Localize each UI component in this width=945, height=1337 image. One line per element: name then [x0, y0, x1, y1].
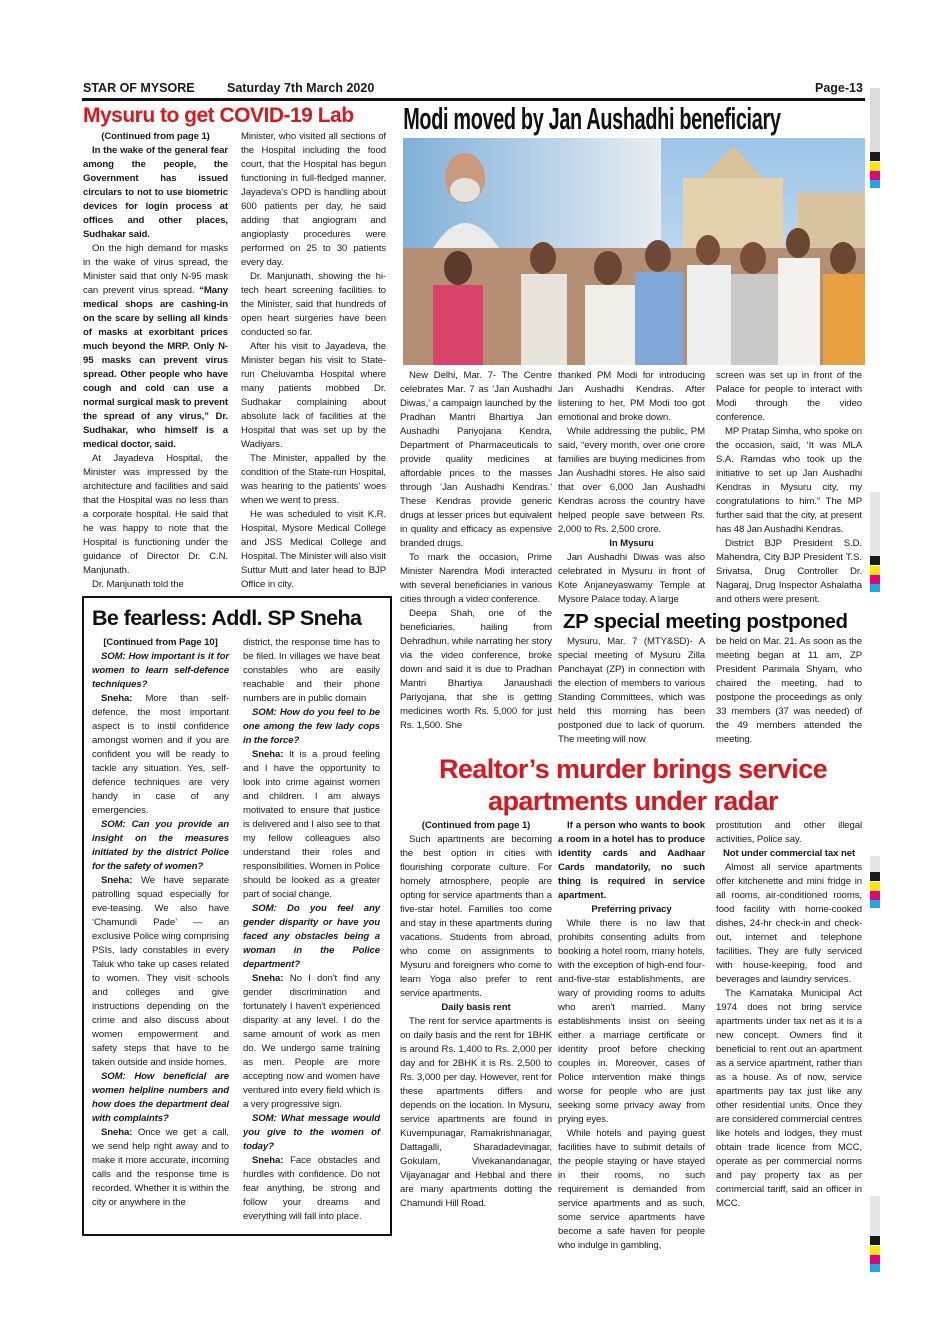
realtor-columns: [400, 819, 865, 1253]
paragraph: [92, 692, 229, 818]
issue-date: Saturday 7th March 2020: [227, 81, 375, 95]
reg-bar: [870, 856, 880, 872]
reg-bar: [870, 900, 880, 908]
article-column: [83, 130, 228, 592]
reg-bar: [870, 882, 880, 891]
reg-bar: [870, 575, 880, 584]
paragraph: At Jayadeva Hospital, the Minister was impressed by the architecture and facilities and said that the Hospital was no less than a corporate hospital. He said that he was happy to note that the Hospital is functioning under the guidance of Director Dr. C.N. Manjunath.: [83, 453, 228, 576]
reg-bar: [870, 1264, 880, 1272]
paragraph: [92, 1126, 229, 1210]
lead-in: Sneha:: [101, 693, 146, 704]
reg-bar: [870, 566, 880, 575]
headline-covid-lab: Mysuru to get COVID-19 Lab: [83, 104, 354, 127]
paragraph-text: No I don't find any gender discrimination and fortunately I haven't experienced disparity at any level. I do the same amount of work as men do. We undergo same training as men. People are more accepting now and women have ventured into every field which is a very progressive sign.: [243, 973, 380, 1110]
interview-question: SOM: Can you provide an insight on the measures initiated by the district Police for the safety of women?: [92, 819, 229, 872]
interview-question: SOM: How do you feel to be one among the few lady cops in the force?: [243, 707, 380, 746]
article-column: [558, 635, 705, 747]
modi-zp-right: [558, 369, 862, 747]
reg-bar: [870, 171, 880, 180]
reg-bar: [870, 1246, 880, 1255]
article-column: [400, 819, 552, 1211]
paragraph: MP Pratap Simha, who spoke on the occasion, said, ‘It was MLA S.A. Ramdas who took up the initiative to set up Jan Aushadhi Kendras in Mysuru city, my congratulations to him.” The MP further said that the city, at present has 48 Jan Aushadhi Kendras.: [716, 426, 862, 535]
subheading: Daily basis rent: [441, 1002, 511, 1013]
left-stack: [82, 103, 392, 1236]
article-column: [716, 369, 862, 607]
paragraph: New Delhi, Mar. 7- The Centre celebrates Mar. 7 as ‘Jan Aushadhi Diwas,’ a campaign launched by the Pradhan Mantri Bhartiya Jan Aushadhi Pariyojana Kendra, Department of Pharmaceuticals to provide quality medicines at affordable prices to the masses through ‘Jan Aushadhi Kendras.’ These Kendras provide generic drugs at lesser prices but equivalent in quality and efficacy as expensive branded drugs.: [400, 370, 552, 549]
reg-bar: [870, 162, 880, 171]
paragraph: (Continued from page 1): [421, 820, 531, 831]
headline-sneha: Be fearless: Addl. SP Sneha: [92, 606, 362, 630]
paragraph: Minister, who visited all sections of the Hospital including the food court, that the Hospital has begun functioning in full-fledged manner. Jayadeva's OPD is handling about 600 patients per day, he said adding that angiogram and angioplasty procedures were performed on 25 to 30 patients every day.: [241, 131, 386, 268]
paragraph: [83, 242, 228, 452]
news-photo: [403, 138, 865, 365]
zp-columns: [558, 635, 862, 747]
paragraph: The Minister, appalled by the condition of the State-run Hospital, was hearing to the patients' woes when we went to press.: [241, 453, 386, 506]
lead-in: Sneha:: [252, 1155, 291, 1166]
reg-bar: [870, 88, 880, 152]
reg-bar: [870, 872, 880, 881]
paragraph-text: On the high demand for masks in the wake of virus spread, the Minister said that only N-95 mask can prevent virus spread.: [83, 243, 228, 296]
paragraph: Jan Aushadhi Diwas was also celebrated in Mysuru in front of Kote Anjaneyaswamy Temple at Mysore Palace today. A large: [558, 552, 705, 605]
lead-in: “Many medical shops are cashing-in on the scare by selling all kinds of masks at exorbitant prices much beyond the MRP. Only N-95 masks can prevent virus spread. Other people who have cough and cold can use a normal surgical mask to prevent the spread of any virus,” Dr. Sudhakar, who himself is a medical doctor, said.: [83, 285, 228, 450]
right-stack: [400, 101, 865, 1253]
paragraph-text: Once we get a call, we send help right away and to make it more accurate, incoming calls and the response time is recorded. Whether it is within the city or anywhere in the: [92, 1127, 229, 1208]
paragraph-text: Face obstacles and hurdles with confidence. Do not fear anything, be strong and follow your dreams and everything will fall into place.: [243, 1155, 380, 1222]
newspaper-name: STAR OF MYSORE: [83, 81, 195, 95]
article-column: [558, 819, 705, 1253]
paragraph: The rent for service apartments is on daily basis and the rent for 1BHK is around Rs. 1,400 to Rs. 2,000 per day and for 2BHK it is Rs. 2,500 to Rs. 3,000 per day. However, rent for these apartments differs and depends on the location. In Mysuru, service apartments are found in Kuvempunagar, Ramakrishnanagar, Dattagalli, Sharadadevinagar, Gokulam, Vivekanandanagar, Vijayanagar and Hebbal and there are many apartments dotting the Chamundi Hill Road.: [400, 1016, 552, 1209]
paragraph: [243, 972, 380, 1112]
reg-bar: [870, 556, 880, 565]
headline-realtor: [403, 753, 863, 817]
article-column: [716, 819, 862, 1211]
paragraph-text: We have separate patrolling squad especially for eve-teasing. We also have ‘Chamundi Pade’ — an exclusive Police wing comprising PSIs, lady constables in every Taluk who take up cases related to women. They visit schools and colleges and give instructions depending on the crime and also discuss about women empowerment and safety steps that have to be taken outside and inside homes.: [92, 875, 229, 1068]
paragraph: In the wake of the general fear among the people, the Government has issued circulars to not to use biometric devices for login process at offices and other places, Sudhakar said.: [83, 145, 228, 240]
paragraph: prostitution and other illegal activities, Police say.: [716, 820, 862, 845]
paragraph: If a person who wants to book a room in a hotel has to produce identity cards and Aadhaar Cards mandatorily, no such thing is required in service apartment.: [558, 820, 705, 901]
interview-question: SOM: How important is it for women to learn self-defence techniques?: [92, 651, 229, 690]
paragraph: District BJP President S.D. Mahendra, City BJP President T.S. Srivatsa, Drug Controller Dr. Nagaraj, Drug Inspector Ashalatha and others were present.: [716, 538, 862, 605]
paragraph: Dr. Manjunath, showing the hi-tech heart screening facilities to the Minister, said that hundreds of open heart surgeries have been conducted so far.: [241, 271, 386, 338]
article-column: [400, 369, 552, 733]
paragraph: screen was set up in front of the Palace for people to interact with Modi through the video conference.: [716, 370, 862, 423]
paragraph: [243, 748, 380, 902]
paragraph: While addressing the public, PM said, “every month, over one crore families are buying medicines from Jan Aushadhi stores. He also said that over 6,000 Jan Aushadhi Kendras across the country have helped people save between Rs. 2,000 to Rs. 2,500 crore.: [558, 426, 705, 535]
interview-question: SOM: How beneficial are women helpline numbers and how does the department deal with complaints?: [92, 1071, 229, 1124]
headline-modi-wrap: [400, 101, 865, 137]
reg-bar: [870, 152, 880, 161]
interview-box: [82, 596, 392, 1236]
article-column: [558, 369, 705, 607]
lead-in: Sneha:: [252, 973, 290, 984]
headline-line: Realtor’s murder brings service: [438, 754, 828, 784]
reg-bar: [870, 1196, 880, 1236]
page-number: Page-13: [815, 81, 863, 95]
subheading: Preferring privacy: [591, 904, 672, 915]
paragraph: Dr. Manjunath told the: [92, 579, 184, 590]
article-column: [92, 636, 229, 1210]
paragraph-text: More than self-defence, the most important aspect is to instil confidence amongst women and if you are confident you will be ready to tackle any situation. Yes, self-defence techniques are very handy in case of any emergencies.: [92, 693, 229, 816]
headline-zp-meeting: ZP special meeting postponed: [563, 610, 848, 633]
paragraph: thanked PM Modi for introducing Jan Aushadhi Kendras. After listening to her, PM Modi too got emotional and broke down.: [558, 370, 705, 423]
paragraph: After his visit to Jayadeva, the Minister began his visit to State-run Cheluvamba Hospital where many patients mobbed Dr. Sudhakar complaining about absolute lack of facilities at the Hospital that was set up by the Wadiyars.: [241, 341, 386, 450]
article-column: [243, 636, 380, 1224]
interview-question: SOM: Do you feel any gender disparity or have you faced any obstacles being a woman in the Police department?: [243, 903, 380, 970]
reg-bar: [870, 584, 880, 592]
paragraph: While hotels and paying guest facilities have to submit details of the people staying or have stayed in their rooms, no such requirement is demanded from service apartments and as such, some service apartments have become a safe haven for people who indulge in gambling,: [558, 1128, 705, 1251]
paragraph: district, the response time has to be filed. In villages we have beat constables who are easily reachable and their phone numbers are in public domain: [243, 637, 380, 704]
paragraph: Mysuru, Mar. 7 (MTY&SD)- A special meeting of Mysuru Zilla Panchayat (ZP) in connection with the election of members to various Standing Committees, which was held this morning has been postponed due to lack of quorum. The meeting will now: [558, 636, 705, 745]
lead-in: Sneha:: [101, 1127, 138, 1138]
subheading: In Mysuru: [609, 538, 654, 549]
modi-columns: [558, 369, 862, 607]
reg-bar: [870, 180, 880, 188]
interview-question: SOM: What message would you give to the women of today?: [243, 1113, 380, 1152]
reg-bar: [870, 1255, 880, 1264]
sneha-columns: [92, 636, 382, 1224]
photo-modi-beneficiaries: [403, 138, 865, 365]
paragraph: be held on Mar. 21. As soon as the meeting began at 11 am, ZP President Parimala Shyam, who chaired the meeting, had to postpone the proceedings as only 33 members (37 was needed) of the 49 members attended the meeting.: [716, 636, 862, 745]
modi-zp-section: [400, 369, 865, 747]
article-column: [241, 130, 386, 592]
paragraph: He was scheduled to visit K.R. Hospital, Mysore Medical College and JSS Medical College and Hospital. The Minister will also visit Suttur Mutt and later head to BJP Office in city.: [241, 509, 386, 590]
headline-line: apartments under radar: [488, 786, 778, 816]
paragraph: [Continued from Page 10]: [103, 637, 218, 648]
reg-bar: [870, 1236, 880, 1245]
paragraph: To mark the occasion, Prime Minister Narendra Modi interacted with several beneficiaries in various cities through a video conference.: [400, 552, 552, 605]
paragraph: The Karnataka Municipal Act 1974 does not bring service apartments under tax net as it is a new concept. Owners find it beneficial to rent out an apartment as a service apartment, rather than as a house. As of now, service apartments pay tax just like any other residential units. Once they are considered commercial centres like hotels and lodges, they must obtain trade licence from MCC, operate as per commercial norms and pay property tax as per commercial tariff, said an officer in MCC.: [716, 988, 862, 1209]
paragraph: (Continued from page 1): [101, 131, 210, 142]
paragraph: [243, 1154, 380, 1224]
reg-bar: [870, 891, 880, 900]
paragraph: Such apartments are becoming the best option in cities with flourishing corporate culture. For homely atmosphere, people are opting for service apartments than a five-star hotel. Families too come and stay in these apartments during vacations. Students from abroad, who come on assignments to Mysuru and foreigners who come to learn Yoga also prefer to rent service apartments.: [400, 834, 552, 999]
paragraph: Deepa Shah, one of the beneficiaries, hailing from Dehradhun, while narrating her story via the video conference, broke down and said it is due to Pradhan Mantri Bhartiya Janaushadi Pariyojana, that she is getting medicines worth Rs. 5,000 for just Rs. 1,500. She: [400, 608, 552, 731]
lead-in: Sneha:: [101, 875, 141, 886]
subheading: Not under commercial tax net: [722, 848, 856, 859]
paragraph: [92, 874, 229, 1070]
paragraph-text: It is a proud feeling and I have the opportunity to look into crime against women and children. I am always motivated to ensure that justice is delivered and I also see to that my fellow colleagues also understand their roles and responsibilities. Women in Police should be looked as a greater part of social change.: [243, 749, 380, 900]
paragraph: While there is no law that prohibits consenting adults from booking a hotel room, many hotels, with the exception of high-end four-and-five-star establishments, are wary of providing rooms to adults who aren't married. Many establishments insist on seeing either a marriage certificate or identity proof before checking couples in. Moreover, cases of Police intervention make things worse for people who are just seeking some privacy away from prying eyes.: [558, 918, 705, 1125]
reg-bar: [870, 492, 880, 556]
paragraph: Almost all service apartments offer kitchenette and mini fridge in all rooms, air-conditioned rooms, food facility with home-cooked dishes, 24-hr check-in and check-out, internet and telephone facilities. They are fully serviced with house-keeping, food and beverages and laundry services.: [716, 862, 862, 985]
headline-modi: Modi moved by Jan Aushadhi beneficiary: [403, 101, 781, 136]
covid-lab-columns: [82, 130, 392, 592]
lead-in: Sneha:: [252, 749, 289, 760]
article-column: [716, 635, 862, 747]
